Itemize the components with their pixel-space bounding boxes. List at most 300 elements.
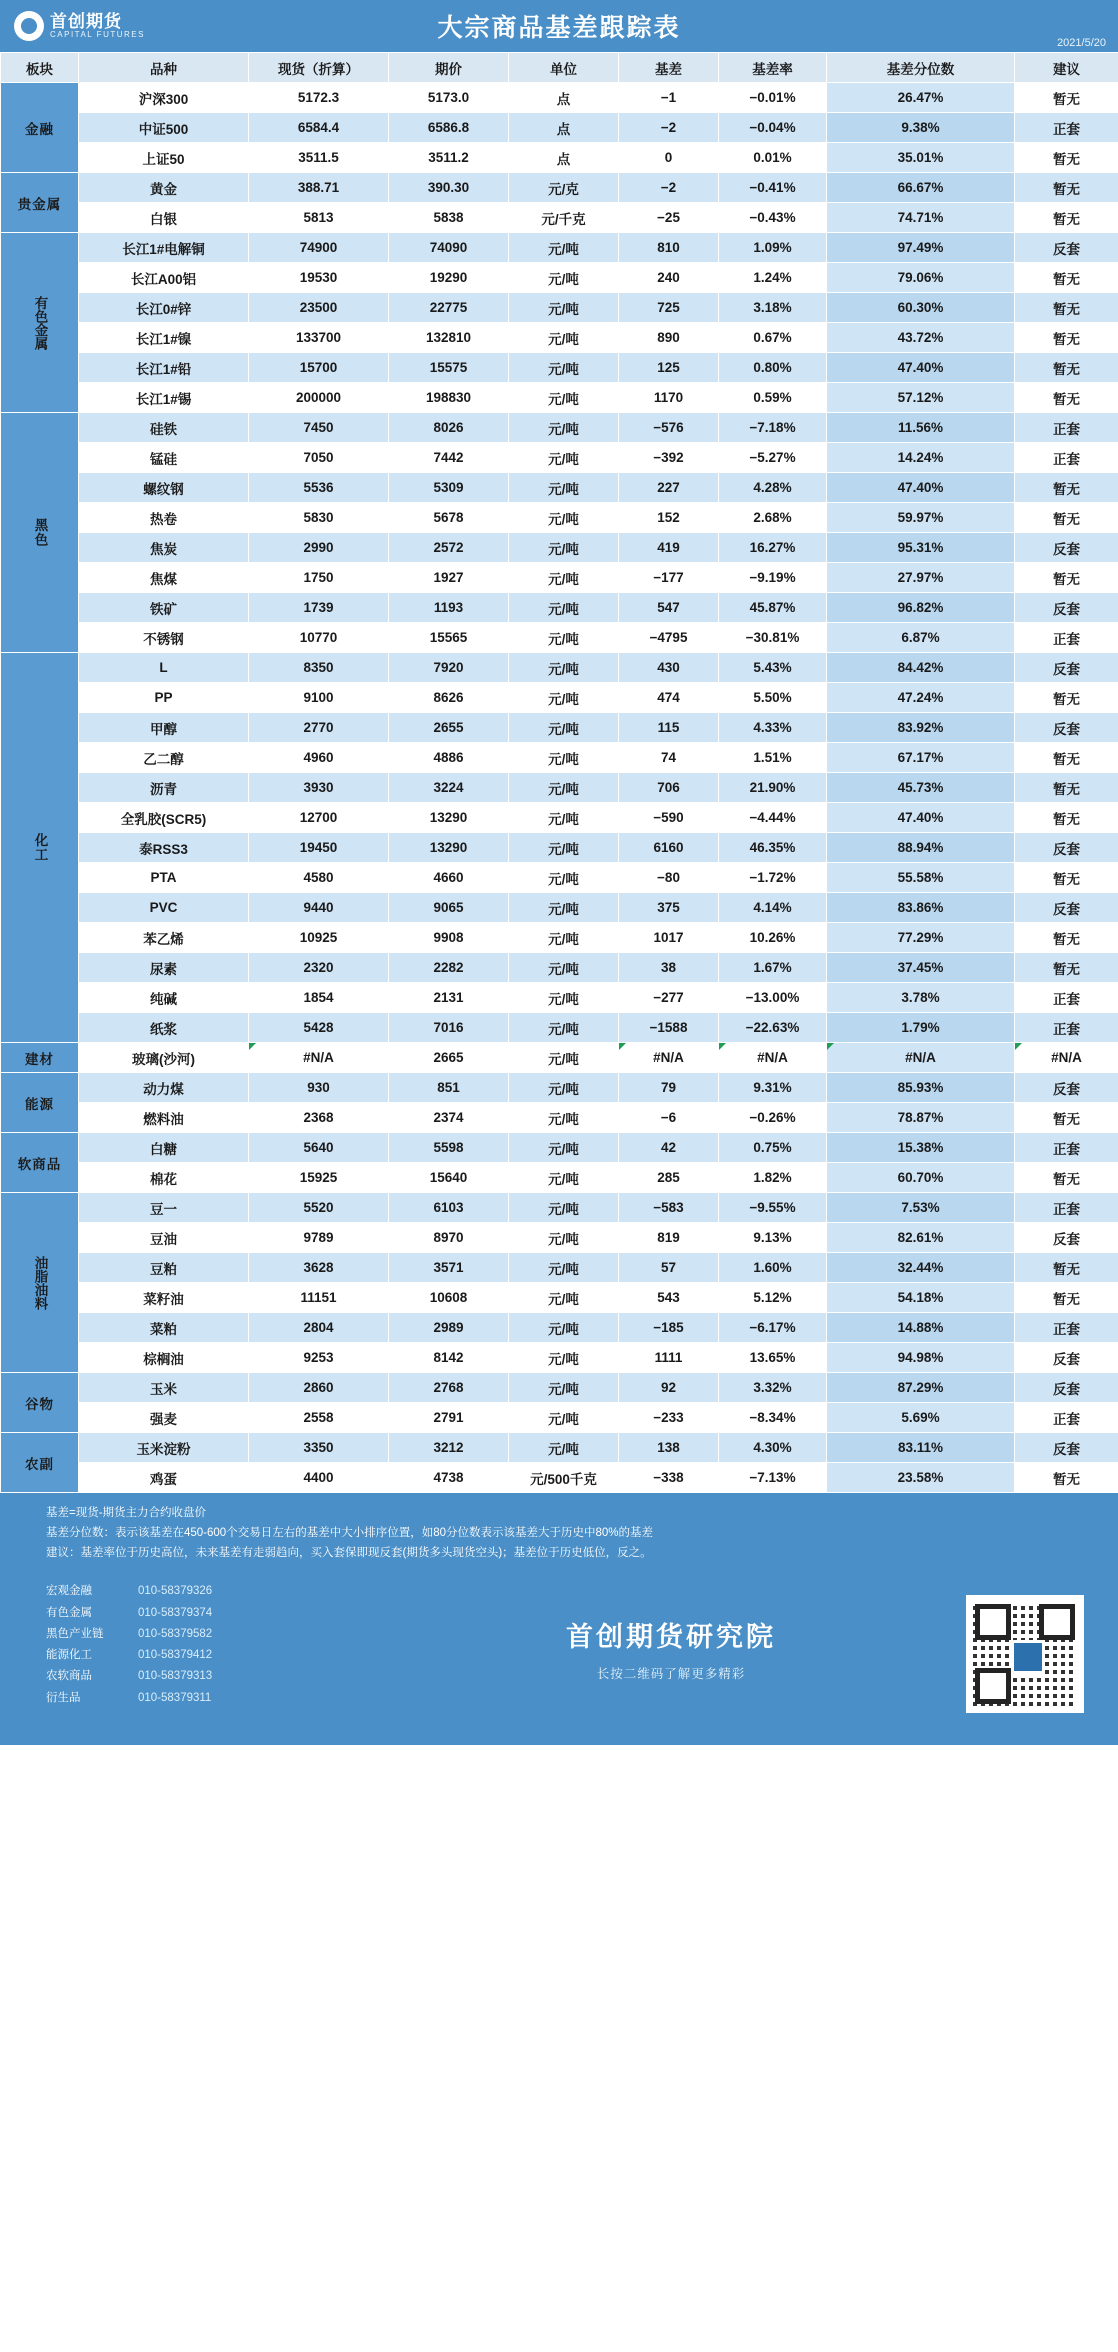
futures-price-cell: 2768 (389, 1373, 509, 1403)
futures-price-cell: 6103 (389, 1193, 509, 1223)
note-line: 基差分位数：表示该基差在450-600个交易日左右的基差中大小排序位置，如80分位数表示该基差大于历史中80%的基差 (46, 1527, 654, 1540)
variety-name-cell: 豆油 (79, 1223, 249, 1253)
notes-block (0, 1493, 1118, 1575)
variety-name-cell: 热卷 (79, 503, 249, 533)
basis-quantile-cell: 57.12% (827, 383, 1015, 413)
basis-cell: 543 (619, 1283, 719, 1313)
basis-cell: −392 (619, 443, 719, 473)
unit-cell: 元/吨 (509, 683, 619, 713)
basis-cell: 819 (619, 1223, 719, 1253)
futures-price-cell: 2655 (389, 713, 509, 743)
basis-cell: −185 (619, 1313, 719, 1343)
basis-cell: 240 (619, 263, 719, 293)
spot-price-cell: 5813 (249, 203, 389, 233)
basis-quantile-cell: 83.92% (827, 713, 1015, 743)
futures-price-cell: 3511.2 (389, 143, 509, 173)
table-row (1, 1043, 1118, 1073)
sector-cell-有色金属: 有色金属 (1, 233, 79, 413)
variety-name-cell: 长江A00铝 (79, 263, 249, 293)
table-row (1, 1133, 1118, 1163)
basis-rate-cell: 45.87% (719, 593, 827, 623)
spot-price-cell: 1750 (249, 563, 389, 593)
basis-rate-cell: 46.35% (719, 833, 827, 863)
futures-price-cell: 8142 (389, 1343, 509, 1373)
basis-cell: −177 (619, 563, 719, 593)
unit-cell: 元/500千克 (509, 1463, 619, 1493)
note-line: 基差=现货-期货主力合约收盘价 (46, 1507, 207, 1519)
variety-name-cell: 菜粕 (79, 1313, 249, 1343)
basis-rate-cell: 0.80% (719, 353, 827, 383)
basis-cell: −4795 (619, 623, 719, 653)
variety-name-cell: 乙二醇 (79, 743, 249, 773)
advice-cell: 反套 (1015, 893, 1118, 923)
futures-price-cell: 15640 (389, 1163, 509, 1193)
variety-name-cell: 白银 (79, 203, 249, 233)
variety-name-cell: L (79, 653, 249, 683)
basis-quantile-cell: 67.17% (827, 743, 1015, 773)
basis-rate-cell: −8.34% (719, 1403, 827, 1433)
basis-quantile-cell: 47.40% (827, 353, 1015, 383)
unit-cell: 元/吨 (509, 653, 619, 683)
basis-rate-cell: 2.68% (719, 503, 827, 533)
spot-price-cell: 19450 (249, 833, 389, 863)
table-row (1, 503, 1118, 533)
spot-price-cell: 23500 (249, 293, 389, 323)
basis-rate-cell: 1.24% (719, 263, 827, 293)
basis-quantile-cell: 35.01% (827, 143, 1015, 173)
spot-price-cell: 2320 (249, 953, 389, 983)
spot-price-cell: 3930 (249, 773, 389, 803)
basis-rate-cell: −6.17% (719, 1313, 827, 1343)
contact-phone: 010-58379313 (138, 1670, 213, 1683)
basis-rate-cell: −0.43% (719, 203, 827, 233)
table-row (1, 323, 1118, 353)
unit-cell: 元/吨 (509, 473, 619, 503)
table-row (1, 593, 1118, 623)
variety-name-cell: 玉米淀粉 (79, 1433, 249, 1463)
basis-rate-cell: −9.19% (719, 563, 827, 593)
basis-quantile-cell: 7.53% (827, 1193, 1015, 1223)
variety-name-cell: 纯碱 (79, 983, 249, 1013)
advice-cell: 暂无 (1015, 803, 1118, 833)
unit-cell: 元/吨 (509, 233, 619, 263)
table-row (1, 1163, 1118, 1193)
variety-name-cell: 苯乙烯 (79, 923, 249, 953)
advice-cell: 暂无 (1015, 863, 1118, 893)
futures-price-cell: 2791 (389, 1403, 509, 1433)
basis-cell: −2 (619, 113, 719, 143)
column-header-4: 单位 (509, 53, 619, 83)
variety-name-cell: 沪深300 (79, 83, 249, 113)
variety-name-cell: 长江0#锌 (79, 293, 249, 323)
spot-price-cell: 388.71 (249, 173, 389, 203)
advice-cell: 暂无 (1015, 1253, 1118, 1283)
spot-price-cell: 2860 (249, 1373, 389, 1403)
spot-price-cell: 1739 (249, 593, 389, 623)
basis-quantile-cell: 77.29% (827, 923, 1015, 953)
unit-cell: 元/吨 (509, 623, 619, 653)
basis-quantile-cell: 5.69% (827, 1403, 1015, 1433)
table-row (1, 1403, 1118, 1433)
unit-cell: 点 (509, 113, 619, 143)
basis-rate-cell: 5.12% (719, 1283, 827, 1313)
basis-quantile-cell: 59.97% (827, 503, 1015, 533)
futures-price-cell: 13290 (389, 803, 509, 833)
basis-cell: 115 (619, 713, 719, 743)
advice-cell: 正套 (1015, 113, 1118, 143)
advice-cell: 暂无 (1015, 143, 1118, 173)
variety-name-cell: 黄金 (79, 173, 249, 203)
advice-cell: 反套 (1015, 713, 1118, 743)
futures-price-cell: 10608 (389, 1283, 509, 1313)
qr-eye-icon (975, 1604, 1011, 1640)
basis-cell: −277 (619, 983, 719, 1013)
advice-cell: 暂无 (1015, 503, 1118, 533)
basis-quantile-cell: 74.71% (827, 203, 1015, 233)
spot-price-cell: 3511.5 (249, 143, 389, 173)
basis-quantile-cell: 37.45% (827, 953, 1015, 983)
basis-rate-cell: 5.50% (719, 683, 827, 713)
table-row (1, 263, 1118, 293)
table-row (1, 143, 1118, 173)
variety-name-cell: 鸡蛋 (79, 1463, 249, 1493)
variety-name-cell: 铁矿 (79, 593, 249, 623)
variety-name-cell: 燃料油 (79, 1103, 249, 1133)
advice-cell: 正套 (1015, 443, 1118, 473)
basis-cell: 227 (619, 473, 719, 503)
contact-row (46, 1603, 376, 1624)
advice-cell: 暂无 (1015, 203, 1118, 233)
basis-quantile-cell: 82.61% (827, 1223, 1015, 1253)
basis-rate-cell: 13.65% (719, 1343, 827, 1373)
basis-cell: 285 (619, 1163, 719, 1193)
variety-name-cell: 纸浆 (79, 1013, 249, 1043)
spot-price-cell: 15700 (249, 353, 389, 383)
contact-label: 黑色产业链 (46, 1627, 104, 1640)
advice-cell: 暂无 (1015, 473, 1118, 503)
basis-rate-cell: 0.01% (719, 143, 827, 173)
advice-cell: 反套 (1015, 653, 1118, 683)
contact-label: 农软商品 (46, 1670, 92, 1683)
logo-text (50, 13, 145, 39)
advice-cell: 暂无 (1015, 383, 1118, 413)
variety-name-cell: PVC (79, 893, 249, 923)
basis-quantile-cell: 47.40% (827, 473, 1015, 503)
logo-icon (14, 11, 44, 41)
basis-rate-cell: −13.00% (719, 983, 827, 1013)
basis-cell: 419 (619, 533, 719, 563)
basis-quantile-cell: 11.56% (827, 413, 1015, 443)
logo-name-en: CAPITAL FUTURES (50, 29, 145, 39)
basis-quantile-cell: 43.72% (827, 323, 1015, 353)
table-row (1, 293, 1118, 323)
contact-phone: 010-58379311 (138, 1691, 212, 1704)
spot-price-cell: 5640 (249, 1133, 389, 1163)
unit-cell: 元/吨 (509, 893, 619, 923)
basis-quantile-cell: #N/A (827, 1043, 1015, 1073)
contact-row (46, 1624, 376, 1645)
table-row (1, 683, 1118, 713)
basis-rate-cell: 4.33% (719, 713, 827, 743)
logo-name-cn: 首创期货 (50, 11, 122, 31)
brand-block (376, 1581, 966, 1682)
futures-price-cell: 3212 (389, 1433, 509, 1463)
spot-price-cell: 74900 (249, 233, 389, 263)
basis-quantile-cell: 83.11% (827, 1433, 1015, 1463)
basis-cell: 706 (619, 773, 719, 803)
table-row (1, 623, 1118, 653)
futures-price-cell: 4886 (389, 743, 509, 773)
unit-cell: 元/吨 (509, 413, 619, 443)
advice-cell: 暂无 (1015, 563, 1118, 593)
basis-quantile-cell: 95.31% (827, 533, 1015, 563)
table-row (1, 413, 1118, 443)
table-row (1, 1343, 1118, 1373)
column-header-1: 品种 (79, 53, 249, 83)
table-header-row (1, 53, 1118, 83)
variety-name-cell: 棉花 (79, 1163, 249, 1193)
basis-rate-cell: −4.44% (719, 803, 827, 833)
table-row (1, 353, 1118, 383)
variety-name-cell: 上证50 (79, 143, 249, 173)
basis-rate-cell: −7.18% (719, 413, 827, 443)
basis-cell: 74 (619, 743, 719, 773)
advice-cell: 暂无 (1015, 293, 1118, 323)
advice-cell: 暂无 (1015, 923, 1118, 953)
futures-price-cell: 5838 (389, 203, 509, 233)
table-row (1, 833, 1118, 863)
basis-rate-cell: 0.67% (719, 323, 827, 353)
table-row (1, 173, 1118, 203)
basis-rate-cell: −0.41% (719, 173, 827, 203)
unit-cell: 元/吨 (509, 743, 619, 773)
advice-cell: 正套 (1015, 1133, 1118, 1163)
spot-price-cell: #N/A (249, 1043, 389, 1073)
page-footer (0, 1575, 1118, 1745)
variety-name-cell: 锰硅 (79, 443, 249, 473)
futures-price-cell: 2989 (389, 1313, 509, 1343)
basis-cell: #N/A (619, 1043, 719, 1073)
basis-rate-cell: −7.13% (719, 1463, 827, 1493)
basis-rate-cell: −1.72% (719, 863, 827, 893)
column-header-6: 基差率 (719, 53, 827, 83)
basis-cell: 725 (619, 293, 719, 323)
basis-cell: 152 (619, 503, 719, 533)
futures-price-cell: 851 (389, 1073, 509, 1103)
spot-price-cell: 200000 (249, 383, 389, 413)
basis-quantile-cell: 9.38% (827, 113, 1015, 143)
advice-cell: 暂无 (1015, 953, 1118, 983)
contact-label: 衍生品 (46, 1691, 81, 1704)
spot-price-cell: 5172.3 (249, 83, 389, 113)
page-title: 大宗商品基差跟踪表 (437, 14, 681, 42)
unit-cell: 元/吨 (509, 803, 619, 833)
basis-rate-cell: −30.81% (719, 623, 827, 653)
variety-name-cell: PP (79, 683, 249, 713)
unit-cell: 元/吨 (509, 293, 619, 323)
contact-phone: 010-58379326 (138, 1585, 213, 1598)
table-row (1, 443, 1118, 473)
futures-price-cell: 22775 (389, 293, 509, 323)
advice-cell: 正套 (1015, 1193, 1118, 1223)
futures-price-cell: 74090 (389, 233, 509, 263)
basis-rate-cell: 3.18% (719, 293, 827, 323)
basis-tracking-table (0, 52, 1118, 1493)
basis-cell: −590 (619, 803, 719, 833)
advice-cell: 暂无 (1015, 773, 1118, 803)
column-header-3: 期价 (389, 53, 509, 83)
unit-cell: 元/吨 (509, 443, 619, 473)
basis-rate-cell: #N/A (719, 1043, 827, 1073)
futures-price-cell: 3571 (389, 1253, 509, 1283)
variety-name-cell: 焦炭 (79, 533, 249, 563)
futures-price-cell: 7442 (389, 443, 509, 473)
futures-price-cell: 5173.0 (389, 83, 509, 113)
spot-price-cell: 5428 (249, 1013, 389, 1043)
advice-cell: 暂无 (1015, 683, 1118, 713)
table-row (1, 113, 1118, 143)
basis-cell: −1 (619, 83, 719, 113)
basis-rate-cell: 9.13% (719, 1223, 827, 1253)
advice-cell: 正套 (1015, 623, 1118, 653)
basis-rate-cell: 4.14% (719, 893, 827, 923)
basis-cell: 38 (619, 953, 719, 983)
spot-price-cell: 10925 (249, 923, 389, 953)
spot-price-cell: 11151 (249, 1283, 389, 1313)
basis-quantile-cell: 6.87% (827, 623, 1015, 653)
basis-cell: −6 (619, 1103, 719, 1133)
table-row (1, 1283, 1118, 1313)
futures-price-cell: 2282 (389, 953, 509, 983)
table-row (1, 1433, 1118, 1463)
advice-cell: 正套 (1015, 1403, 1118, 1433)
variety-name-cell: 长江1#锡 (79, 383, 249, 413)
spot-price-cell: 9100 (249, 683, 389, 713)
basis-quantile-cell: 1.79% (827, 1013, 1015, 1043)
table-row (1, 1373, 1118, 1403)
unit-cell: 元/吨 (509, 923, 619, 953)
advice-cell: 反套 (1015, 1373, 1118, 1403)
sector-cell-贵金属: 贵金属 (1, 173, 79, 233)
variety-name-cell: 全乳胶(SCR5) (79, 803, 249, 833)
variety-name-cell: 长江1#铅 (79, 353, 249, 383)
basis-cell: 1111 (619, 1343, 719, 1373)
variety-name-cell: 沥青 (79, 773, 249, 803)
advice-cell: 反套 (1015, 1073, 1118, 1103)
spot-price-cell: 7050 (249, 443, 389, 473)
table-row (1, 1253, 1118, 1283)
sector-cell-建材: 建材 (1, 1043, 79, 1073)
unit-cell: 元/吨 (509, 1043, 619, 1073)
basis-quantile-cell: 3.78% (827, 983, 1015, 1013)
basis-cell: 810 (619, 233, 719, 263)
variety-name-cell: 焦煤 (79, 563, 249, 593)
basis-cell: −338 (619, 1463, 719, 1493)
advice-cell: 暂无 (1015, 263, 1118, 293)
basis-cell: 1170 (619, 383, 719, 413)
basis-quantile-cell: 47.24% (827, 683, 1015, 713)
unit-cell: 元/吨 (509, 1133, 619, 1163)
advice-cell: 暂无 (1015, 1283, 1118, 1313)
spot-price-cell: 2558 (249, 1403, 389, 1433)
advice-cell: 反套 (1015, 1433, 1118, 1463)
qr-code[interactable] (966, 1595, 1084, 1713)
variety-name-cell: 硅铁 (79, 413, 249, 443)
contact-row (46, 1688, 376, 1709)
basis-quantile-cell: 84.42% (827, 653, 1015, 683)
futures-price-cell: 9908 (389, 923, 509, 953)
futures-price-cell: 7016 (389, 1013, 509, 1043)
unit-cell: 元/吨 (509, 1283, 619, 1313)
spot-price-cell: 133700 (249, 323, 389, 353)
table-row (1, 1193, 1118, 1223)
spot-price-cell: 9440 (249, 893, 389, 923)
basis-quantile-cell: 27.97% (827, 563, 1015, 593)
futures-price-cell: 7920 (389, 653, 509, 683)
contact-phone: 010-58379374 (138, 1606, 213, 1619)
advice-cell: 暂无 (1015, 323, 1118, 353)
unit-cell: 元/吨 (509, 863, 619, 893)
basis-cell: 125 (619, 353, 719, 383)
futures-price-cell: 1927 (389, 563, 509, 593)
column-header-7: 基差分位数 (827, 53, 1015, 83)
unit-cell: 元/吨 (509, 1373, 619, 1403)
basis-rate-cell: 4.28% (719, 473, 827, 503)
unit-cell: 元/吨 (509, 1073, 619, 1103)
basis-cell: 42 (619, 1133, 719, 1163)
spot-price-cell: 1854 (249, 983, 389, 1013)
basis-rate-cell: −0.04% (719, 113, 827, 143)
basis-rate-cell: 9.31% (719, 1073, 827, 1103)
spot-price-cell: 3628 (249, 1253, 389, 1283)
futures-price-cell: 8026 (389, 413, 509, 443)
basis-quantile-cell: 60.70% (827, 1163, 1015, 1193)
sector-cell-金融: 金融 (1, 83, 79, 173)
variety-name-cell: PTA (79, 863, 249, 893)
unit-cell: 元/吨 (509, 953, 619, 983)
spot-price-cell: 4400 (249, 1463, 389, 1493)
table-row (1, 803, 1118, 833)
table-row (1, 383, 1118, 413)
basis-quantile-cell: 32.44% (827, 1253, 1015, 1283)
futures-price-cell: 2374 (389, 1103, 509, 1133)
spot-price-cell: 7450 (249, 413, 389, 443)
basis-cell: −1588 (619, 1013, 719, 1043)
spot-price-cell: 5520 (249, 1193, 389, 1223)
variety-name-cell: 强麦 (79, 1403, 249, 1433)
variety-name-cell: 长江1#镍 (79, 323, 249, 353)
basis-quantile-cell: 47.40% (827, 803, 1015, 833)
qr-logo-icon (1011, 1640, 1045, 1674)
unit-cell: 元/吨 (509, 1253, 619, 1283)
basis-rate-cell: −5.27% (719, 443, 827, 473)
contact-phone: 010-58379412 (138, 1649, 213, 1662)
basis-cell: 430 (619, 653, 719, 683)
contact-label: 有色金属 (46, 1606, 92, 1619)
unit-cell: 元/吨 (509, 1223, 619, 1253)
advice-cell: 反套 (1015, 233, 1118, 263)
advice-cell: 暂无 (1015, 743, 1118, 773)
table-row (1, 473, 1118, 503)
basis-quantile-cell: 14.88% (827, 1313, 1015, 1343)
futures-price-cell: 15565 (389, 623, 509, 653)
basis-quantile-cell: 23.58% (827, 1463, 1015, 1493)
unit-cell: 元/吨 (509, 263, 619, 293)
spot-price-cell: 6584.4 (249, 113, 389, 143)
basis-cell: 890 (619, 323, 719, 353)
spot-price-cell: 5830 (249, 503, 389, 533)
column-header-2: 现货（折算） (249, 53, 389, 83)
